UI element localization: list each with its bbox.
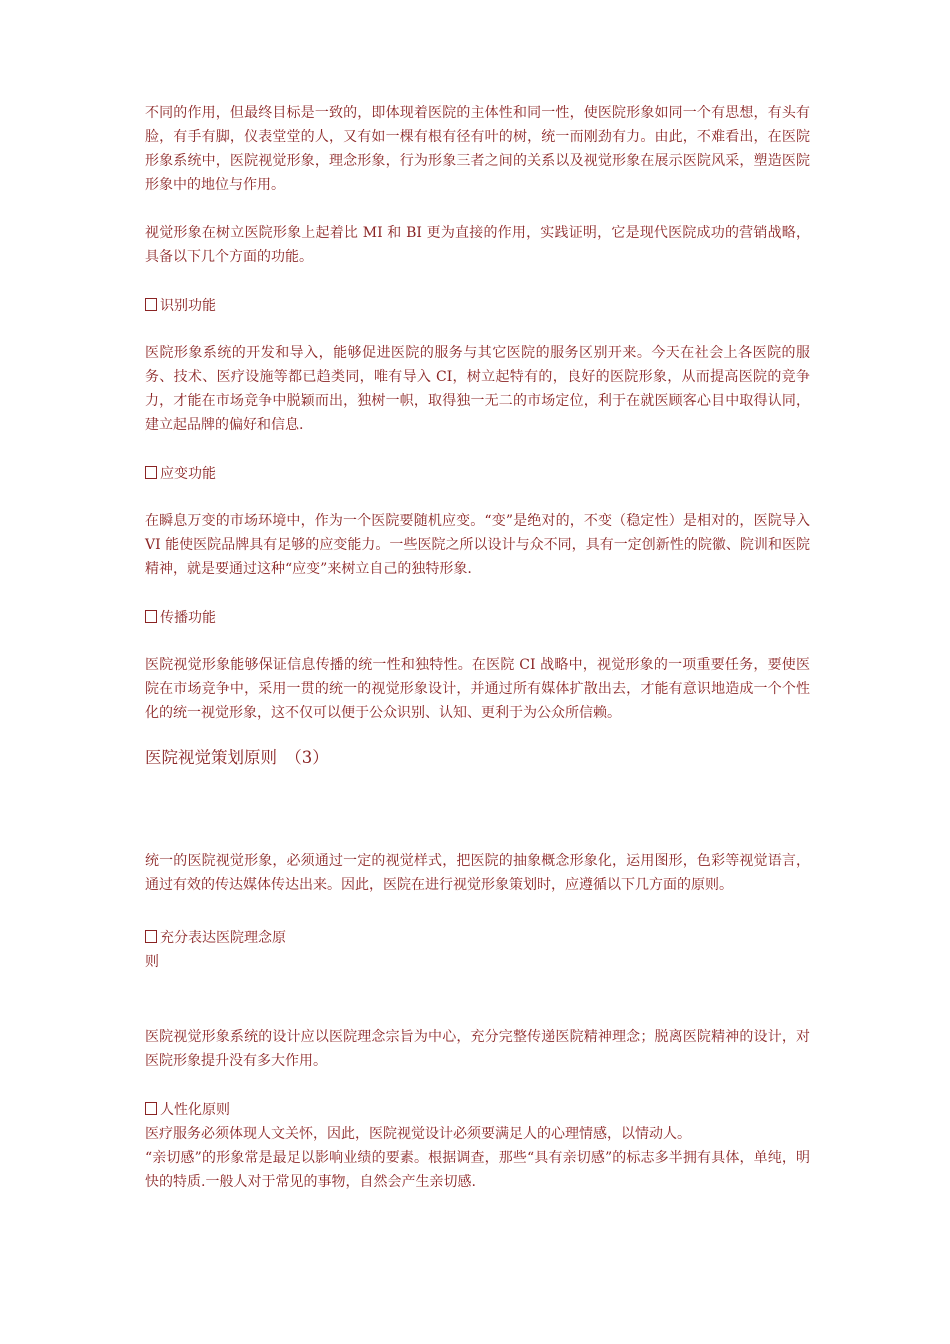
heading-express-label-cont: 则	[145, 954, 159, 970]
paragraph-spread: 医院视觉形象能够保证信息传播的统一性和独特性。在医院 CI 战略中，视觉形象的一项重要任务，要使医院在市场竞争中，采用一贯的统一的视觉形象设计，并通过所有媒体扩散出去，才能有意识地造成一个个性化的统一视觉形象，这不仅可以便于公众识别、认知、更利于为公众所信赖。	[145, 657, 810, 721]
heading-human-label: 人性化原则	[160, 1102, 230, 1118]
heading-adapt	[145, 462, 810, 486]
heading-human	[145, 1098, 810, 1122]
heading-identify-label: 识别功能	[160, 298, 216, 314]
checkbox-icon	[145, 930, 157, 943]
section-title: 医院视觉策划原则 （3）	[145, 748, 329, 767]
paragraph-principles: 统一的医院视觉形象，必须通过一定的视觉样式，把医院的抽象概念形象化，运用图形，色彩等视觉语言，通过有效的传达媒体传达出来。因此，医院在进行视觉形象策划时，应遵循以下几方面的原则。	[145, 853, 810, 893]
paragraph-human: 医疗服务必须体现人文关怀，因此，医院视觉设计必须要满足人的心理情感，以情动人。 “亲切感”的形象常是最足以影响业绩的要素。根据调查，那些“具有亲切感”的标志多半拥有具体，单纯，明快的特质.一般人对于常见的事物，自然会产生亲切感.	[145, 1126, 810, 1190]
heading-spread-label: 传播功能	[160, 610, 216, 626]
paragraph-intro: 不同的作用，但最终目标是一致的，即体现着医院的主体性和同一性，使医院形象如同一个有思想，有头有脸，有手有脚，仪表堂堂的人，又有如一棵有根有径有叶的树，统一而刚劲有力。由此，不难看出，在医院形象系统中，医院视觉形象，理念形象，行为形象三者之间的关系以及视觉形象在展示医院风采，塑造医院形象中的地位与作用。	[145, 105, 810, 193]
heading-spread	[145, 606, 810, 630]
heading-express	[145, 926, 810, 974]
checkbox-icon	[145, 610, 157, 623]
paragraph-adapt: 在瞬息万变的市场环境中，作为一个医院要随机应变。“变”是绝对的，不变（稳定性）是相对的，医院导入 VI 能使医院品牌具有足够的应变能力。一些医院之所以设计与众不同，具有一定创新性的院徽、院训和医院精神，就是要通过这种“应变”来树立自己的独特形象.	[145, 513, 810, 577]
paragraph-express: 医院视觉形象系统的设计应以医院理念宗旨为中心，充分完整传递医院精神理念；脱离医院精神的设计，对医院形象提升没有多大作用。	[145, 1029, 810, 1069]
paragraph-visual-image: 视觉形象在树立医院形象上起着比 MI 和 BI 更为直接的作用，实践证明，它是现代医院成功的营销战略，具备以下几个方面的功能。	[145, 225, 810, 265]
checkbox-icon	[145, 298, 157, 311]
paragraph-identify: 医院形象系统的开发和导入，能够促进医院的服务与其它医院的服务区别开来。今天在社会上各医院的服务、技术、医疗设施等都已趋类同，唯有导入 CI，树立起特有的，良好的医院形象，从而提高医院的竞争力，才能在市场竞争中脱颖而出，独树一帜，取得独一无二的市场定位，利于在就医顾客心目中取得认同，建立起品牌的偏好和信息.	[145, 345, 810, 433]
heading-adapt-label: 应变功能	[160, 466, 216, 482]
checkbox-icon	[145, 466, 157, 479]
heading-identify	[145, 294, 810, 318]
checkbox-icon	[145, 1102, 157, 1115]
heading-express-label: 充分表达医院理念原	[160, 930, 286, 946]
